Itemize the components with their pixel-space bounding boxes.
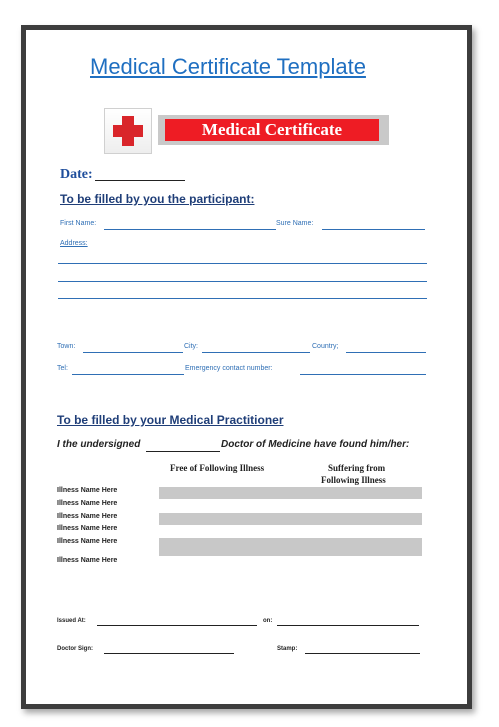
- address-line-1[interactable]: [58, 263, 427, 264]
- first-name-field[interactable]: [104, 229, 276, 230]
- doctor-sign-field[interactable]: [104, 653, 234, 654]
- country-field[interactable]: [346, 352, 426, 353]
- certificate-banner: [158, 115, 389, 145]
- address-line-2[interactable]: [58, 281, 427, 282]
- city-field[interactable]: [202, 352, 310, 353]
- issued-at-label: Issued At:: [57, 618, 86, 624]
- illness-name-1: Illness Name Here: [57, 487, 118, 494]
- stamp-field[interactable]: [305, 653, 420, 654]
- illness-name-3: Illness Name Here: [57, 513, 118, 520]
- stamp-label: Stamp:: [277, 646, 298, 652]
- date-field[interactable]: [95, 180, 185, 181]
- illness-name-5: Illness Name Here: [57, 538, 118, 545]
- on-date-field[interactable]: [277, 625, 419, 626]
- col-free-heading: Free of Following Illness: [170, 463, 265, 473]
- illness-name-4: Illness Name Here: [57, 525, 118, 532]
- emergency-label: Emergency contact number:: [185, 365, 273, 372]
- doctor-name-field[interactable]: [146, 451, 220, 452]
- doctor-sign-label: Doctor Sign:: [57, 646, 93, 652]
- date-label: Date:: [60, 167, 93, 182]
- city-label: City:: [184, 343, 198, 350]
- illness-checkbox-row-3[interactable]: [159, 538, 422, 556]
- undersigned-text-start: I the undersigned: [57, 439, 141, 450]
- document-title: Medical Certificate Template: [90, 54, 366, 79]
- participant-heading: To be filled by you the participant:: [60, 192, 255, 206]
- illness-checkbox-row-2[interactable]: [159, 513, 422, 525]
- on-label: on:: [263, 618, 273, 624]
- illness-name-2: Illness Name Here: [57, 500, 118, 507]
- town-field[interactable]: [83, 352, 183, 353]
- undersigned-text-end: Doctor of Medicine have found him/her:: [221, 439, 410, 450]
- address-label: Address:: [60, 240, 88, 247]
- illness-name-6: Illness Name Here: [57, 557, 118, 564]
- banner-label: Medical Certificate: [165, 119, 379, 141]
- address-line-3[interactable]: [58, 298, 427, 299]
- tel-field[interactable]: [72, 374, 184, 375]
- practitioner-heading: To be filled by your Medical Practitioner: [57, 413, 284, 427]
- town-label: Town:: [57, 343, 76, 350]
- country-label: Country;: [312, 343, 339, 350]
- illness-checkbox-row-1[interactable]: [159, 487, 422, 499]
- col-suffering-heading-1: Suffering from: [328, 463, 386, 473]
- tel-label: Tel:: [57, 365, 68, 372]
- col-suffering-heading-2: Following Illness: [321, 475, 386, 485]
- red-cross-icon: [104, 108, 152, 154]
- emergency-field[interactable]: [300, 374, 426, 375]
- first-name-label: First Name:: [60, 220, 97, 227]
- issued-at-field[interactable]: [97, 625, 257, 626]
- sure-name-field[interactable]: [322, 229, 425, 230]
- sure-name-label: Sure Name:: [276, 220, 314, 227]
